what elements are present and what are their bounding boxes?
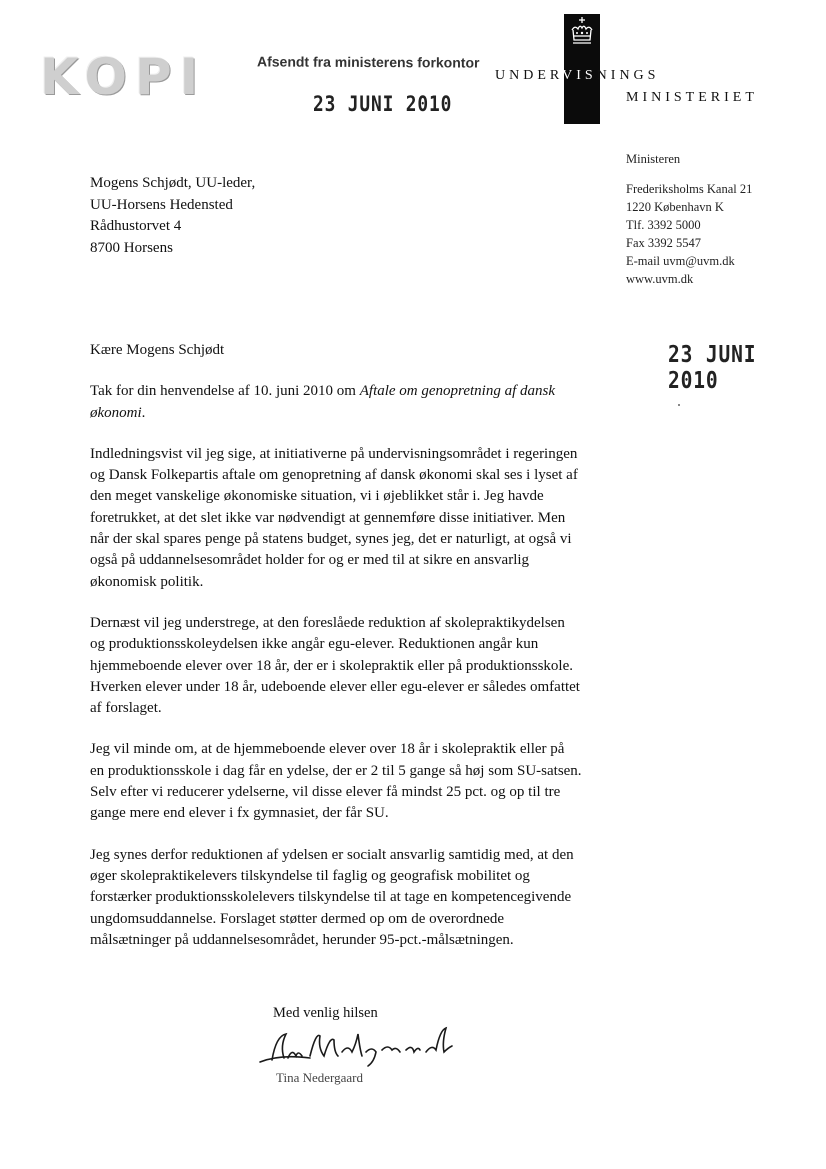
recipient-street: Rådhustorvet 4 xyxy=(90,218,182,234)
signature-image xyxy=(250,1022,480,1072)
paragraph-1: Tak for din henvendelse af 10. juni 2010 om Aftale om genopretning af dansk økonomi. xyxy=(90,383,555,421)
recipient-name: Mogens Schjødt, UU-leder, xyxy=(90,175,256,191)
sent-from-stamp: Afsendt fra ministerens forkontor xyxy=(256,53,480,71)
crown-icon xyxy=(568,16,596,46)
greeting: Kære Mogens Schjødt xyxy=(90,342,225,358)
recipient-org: UU-Horsens Hedensted xyxy=(90,196,233,213)
ministry-name-line1: UNDERVISNINGS xyxy=(495,68,660,83)
ministry-name-line2: MINISTERIET xyxy=(626,90,758,105)
recipient-city: 8700 Horsens xyxy=(90,239,173,256)
sender-web: www.uvm.dk xyxy=(626,272,694,286)
paragraph-4: Jeg vil minde om, at de hjemmeboende elever over 18 år i skolepraktik eller på en produktionsskole i dag får en ydelse, der er 2 til 5 gange så høj som SU-satsen. Selv efter vi reducerer ydelserne, vil disse elever få mindst 25 pct. og op til tre gange mere end elever i fx gymnasiet, der får SU. xyxy=(90,741,582,822)
sender-block xyxy=(626,150,752,288)
sender-city: 1220 København K xyxy=(626,200,724,214)
recipient-block xyxy=(90,173,255,259)
sender-fax: Fax 3392 5547 xyxy=(626,236,701,250)
sender-email: E-mail uvm@uvm.dk xyxy=(626,254,735,268)
speck xyxy=(678,404,680,406)
closing: Med venlig hilsen xyxy=(273,1005,378,1021)
paragraph-5: Jeg synes derfor reduktionen af ydelsen er socialt ansvarlig samtidig med, at den øger skolepraktikelevers tilskyndelse til faglig og geografisk mobilitet og forstærker produktionsskolelevers tilskyndelse til at tage en kompetencegivende ungdomsuddannelse. Forslaget støtter dermed op om de overordnede målsætninger på uddannelsesområdet, herunder 95-pct.-målsætningen. xyxy=(90,846,574,948)
sender-address: Frederiksholms Kanal 21 xyxy=(626,182,753,196)
sender-phone: Tlf. 3392 5000 xyxy=(626,218,701,232)
letter-date-stamp: 23 JUNI 2010 xyxy=(668,342,757,394)
kopi-stamp: KOPI xyxy=(40,48,207,106)
paragraph-2: Indledningsvist vil jeg sige, at initiativerne på undervisningsområdet i regeringen og Dansk Folkepartis aftale om genopretning af dansk økonomi skal ses i lyset af den meget vanskelige økonomiske situation, vi i øjeblikket står i. Jeg havde foretrukket, at det slet ikke var nødvendigt at gennemføre disse initiativer. Men når der skal spares penge på statens budget, synes jeg, det er naturligt, at også vi også på uddannelsesområdet holder for og er med til at sikre en ansvarlig økonomisk politik. xyxy=(90,445,578,590)
sender-title: Ministeren xyxy=(626,152,681,166)
paragraph-3: Dernæst vil jeg understrege, at den foreslåede reduktion af skolepraktikydelsen og produktionsskoleydelsen ikke angår egu-elever. Reduktionen angår kun hjemmeboende elever over 18 år, der er i skolepraktik eller på produktionsskole. Hverken elever under 18 år, udeboende elever eller egu-elever er således omfattet af forslaget. xyxy=(90,614,580,717)
received-date-stamp: 23 JUNI 2010 xyxy=(313,92,453,116)
signer-name: Tina Nedergaard xyxy=(276,1070,364,1085)
letter-body xyxy=(90,340,582,971)
